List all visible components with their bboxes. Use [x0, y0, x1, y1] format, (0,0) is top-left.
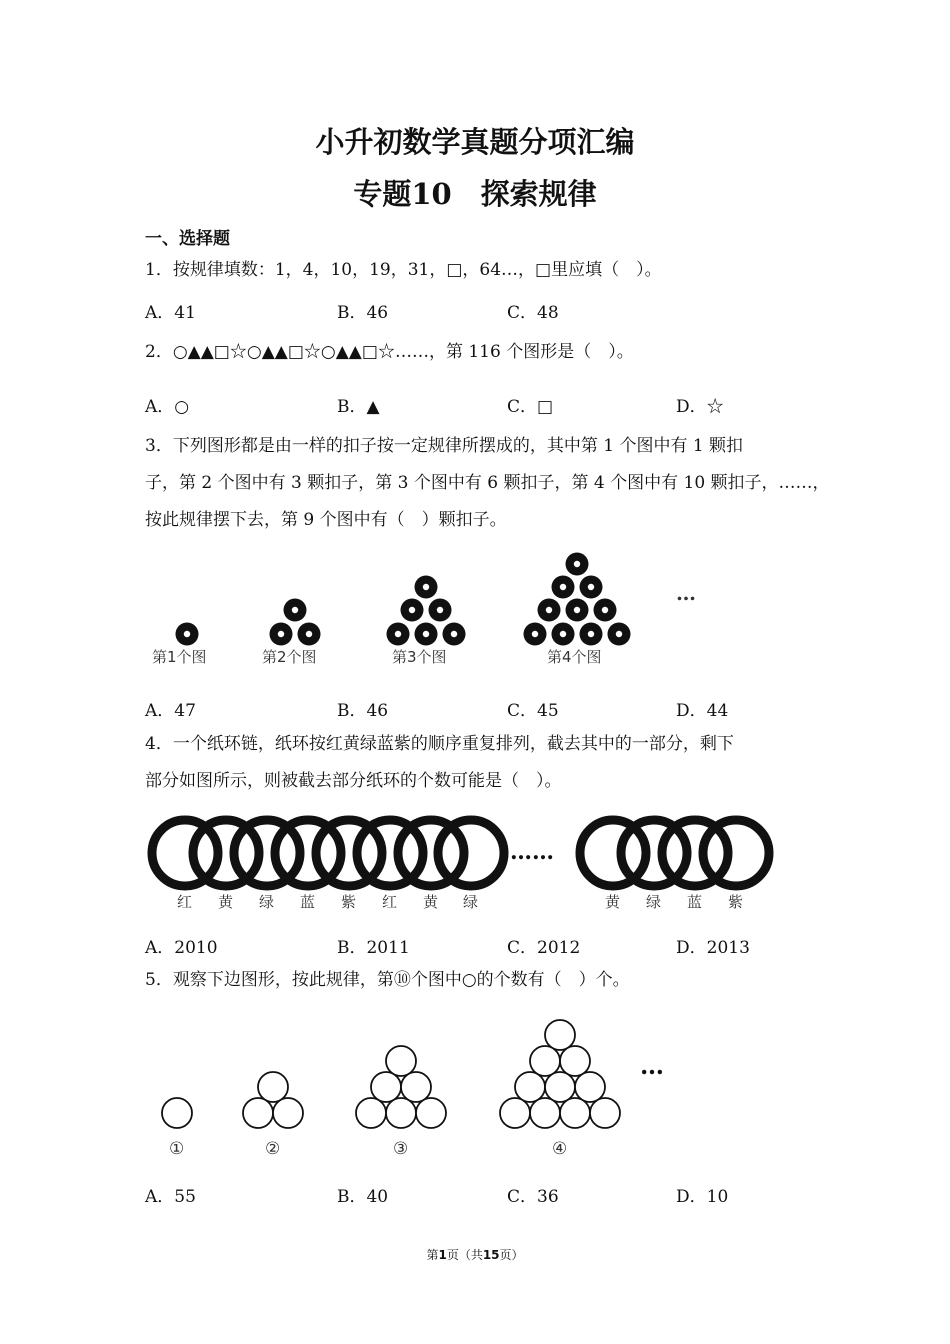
button-icon [580, 623, 603, 646]
figure-label-2: 第2个图 [262, 648, 317, 666]
question-4-option-d: D．2013 [676, 938, 750, 958]
question-1-option-c: C．48 [507, 303, 559, 323]
button-icon [429, 599, 452, 622]
ring-label: 黄 [605, 893, 621, 911]
footer-suffix: 页） [499, 1248, 524, 1262]
footer-page-number: 1 [438, 1248, 447, 1262]
question-2-option-b: B．▲ [337, 397, 380, 417]
question-3-option-b: B．46 [337, 701, 389, 721]
footer-total-pages: 15 [482, 1248, 500, 1262]
paper-ring-chain-figure [140, 815, 780, 915]
circle-icon [258, 1072, 288, 1102]
question-4-line-1: 4．一个纸环链，纸环按红黄绿蓝紫的顺序重复排列，截去其中的一部分，剩下 [145, 734, 734, 754]
ring-label: 蓝 [687, 893, 703, 911]
question-4-option-a: A．2010 [145, 938, 218, 958]
ellipsis: … [676, 581, 696, 605]
ring-label: 红 [382, 893, 398, 911]
button-icon [552, 576, 575, 599]
circle-icon [560, 1046, 590, 1076]
page-subtitle: 专题10 探索规律 [353, 177, 597, 211]
button-icon [580, 576, 603, 599]
figure-label-1: 第1个图 [152, 648, 207, 666]
question-3-option-d: D．44 [676, 701, 729, 721]
page-title: 小升初数学真题分项汇编 [315, 125, 635, 159]
circle-icon [545, 1020, 575, 1050]
footer-prefix: 第 [426, 1248, 439, 1262]
figure-label-2: ② [265, 1139, 281, 1159]
ring-label: 绿 [463, 893, 479, 911]
circle-icon [356, 1098, 386, 1128]
button-icon [538, 599, 561, 622]
ring-label: 黄 [423, 893, 439, 911]
footer-mid: 页（共 [446, 1248, 483, 1262]
ring-label: 绿 [646, 893, 662, 911]
circle-icon [530, 1046, 560, 1076]
question-5-text: 5．观察下边图形，按此规律，第⑩个图中○的个数有（ ）个。 [145, 970, 630, 990]
ring-label: 红 [177, 893, 193, 911]
figure-label-3: 第3个图 [392, 648, 447, 666]
figure-label-1: ① [169, 1139, 185, 1159]
question-3-line-1: 3．下列图形都是由一样的扣子按一定规律所摆成的，其中第 1 个图中有 1 颗扣 [145, 436, 744, 456]
button-icon [401, 599, 424, 622]
ellipsis: … [640, 1051, 664, 1080]
button-icon [284, 599, 307, 622]
button-icon [594, 599, 617, 622]
question-3-option-c: C．45 [507, 701, 559, 721]
question-4-option-c: C．2012 [507, 938, 581, 958]
figure-label-3: ③ [393, 1139, 409, 1159]
circle-icon [590, 1098, 620, 1128]
ring-label: 蓝 [300, 893, 316, 911]
circle-icon [386, 1046, 416, 1076]
section-heading: 一、选择题 [145, 229, 230, 249]
question-2-option-d: D．☆ [676, 397, 724, 417]
ring-label: 绿 [259, 893, 275, 911]
ellipsis: …… [510, 839, 554, 865]
circle-icon [401, 1072, 431, 1102]
circle-icon [545, 1072, 575, 1102]
paper-ring [703, 820, 769, 886]
button-icon [608, 623, 631, 646]
circle-icon [162, 1098, 192, 1128]
circle-icon [575, 1072, 605, 1102]
circle-icon [560, 1098, 590, 1128]
question-3-line-2: 子，第 2 个图中有 3 颗扣子，第 3 个图中有 6 颗扣子，第 4 个图中有 10 颗扣子，……， [145, 473, 830, 493]
figure-label-4: 第4个图 [547, 648, 602, 666]
circle-icon [530, 1098, 560, 1128]
circle-icon [371, 1072, 401, 1102]
button-icon [176, 623, 199, 646]
button-icon [443, 623, 466, 646]
paper-ring [438, 820, 504, 886]
question-3-option-a: A．47 [145, 701, 196, 721]
question-5-option-d: D．10 [676, 1187, 729, 1207]
button-icon [566, 553, 589, 576]
question-2-option-c: C．□ [507, 397, 554, 417]
button-icon [415, 623, 438, 646]
circle-icon [386, 1098, 416, 1128]
circle-pattern-figure [140, 1010, 700, 1165]
circle-icon [515, 1072, 545, 1102]
circle-icon [273, 1098, 303, 1128]
button-icon [566, 599, 589, 622]
button-icon [270, 623, 293, 646]
page-footer [0, 1246, 950, 1263]
question-2-text: 2．○▲▲□☆○▲▲□☆○▲▲□☆……，第 116 个图形是（ ）。 [145, 342, 634, 362]
button-icon [524, 623, 547, 646]
button-icon [298, 623, 321, 646]
question-4-line-2: 部分如图所示，则被截去部分纸环的个数可能是（ ）。 [145, 771, 562, 791]
question-1-option-a: A．41 [145, 303, 196, 323]
question-3-line-3: 按此规律摆下去，第 9 个图中有（ ）颗扣子。 [145, 510, 507, 530]
button-icon [387, 623, 410, 646]
question-1-option-b: B．46 [337, 303, 389, 323]
circle-icon [243, 1098, 273, 1128]
ring-label: 紫 [341, 893, 357, 911]
ring-label: 紫 [728, 893, 744, 911]
circle-icon [416, 1098, 446, 1128]
figure-label-4: ④ [552, 1139, 568, 1159]
question-1-text: 1．按规律填数：1，4，10，19，31，□，64…，□里应填（ ）。 [145, 260, 662, 280]
ring-label: 黄 [218, 893, 234, 911]
button-pattern-figure [140, 548, 720, 678]
button-icon [552, 623, 575, 646]
question-5-option-b: B．40 [337, 1187, 389, 1207]
question-5-option-c: C．36 [507, 1187, 559, 1207]
question-2-option-a: A．○ [145, 397, 190, 417]
question-5-option-a: A．55 [145, 1187, 196, 1207]
question-4-option-b: B．2011 [337, 938, 410, 958]
button-icon [415, 576, 438, 599]
circle-icon [500, 1098, 530, 1128]
